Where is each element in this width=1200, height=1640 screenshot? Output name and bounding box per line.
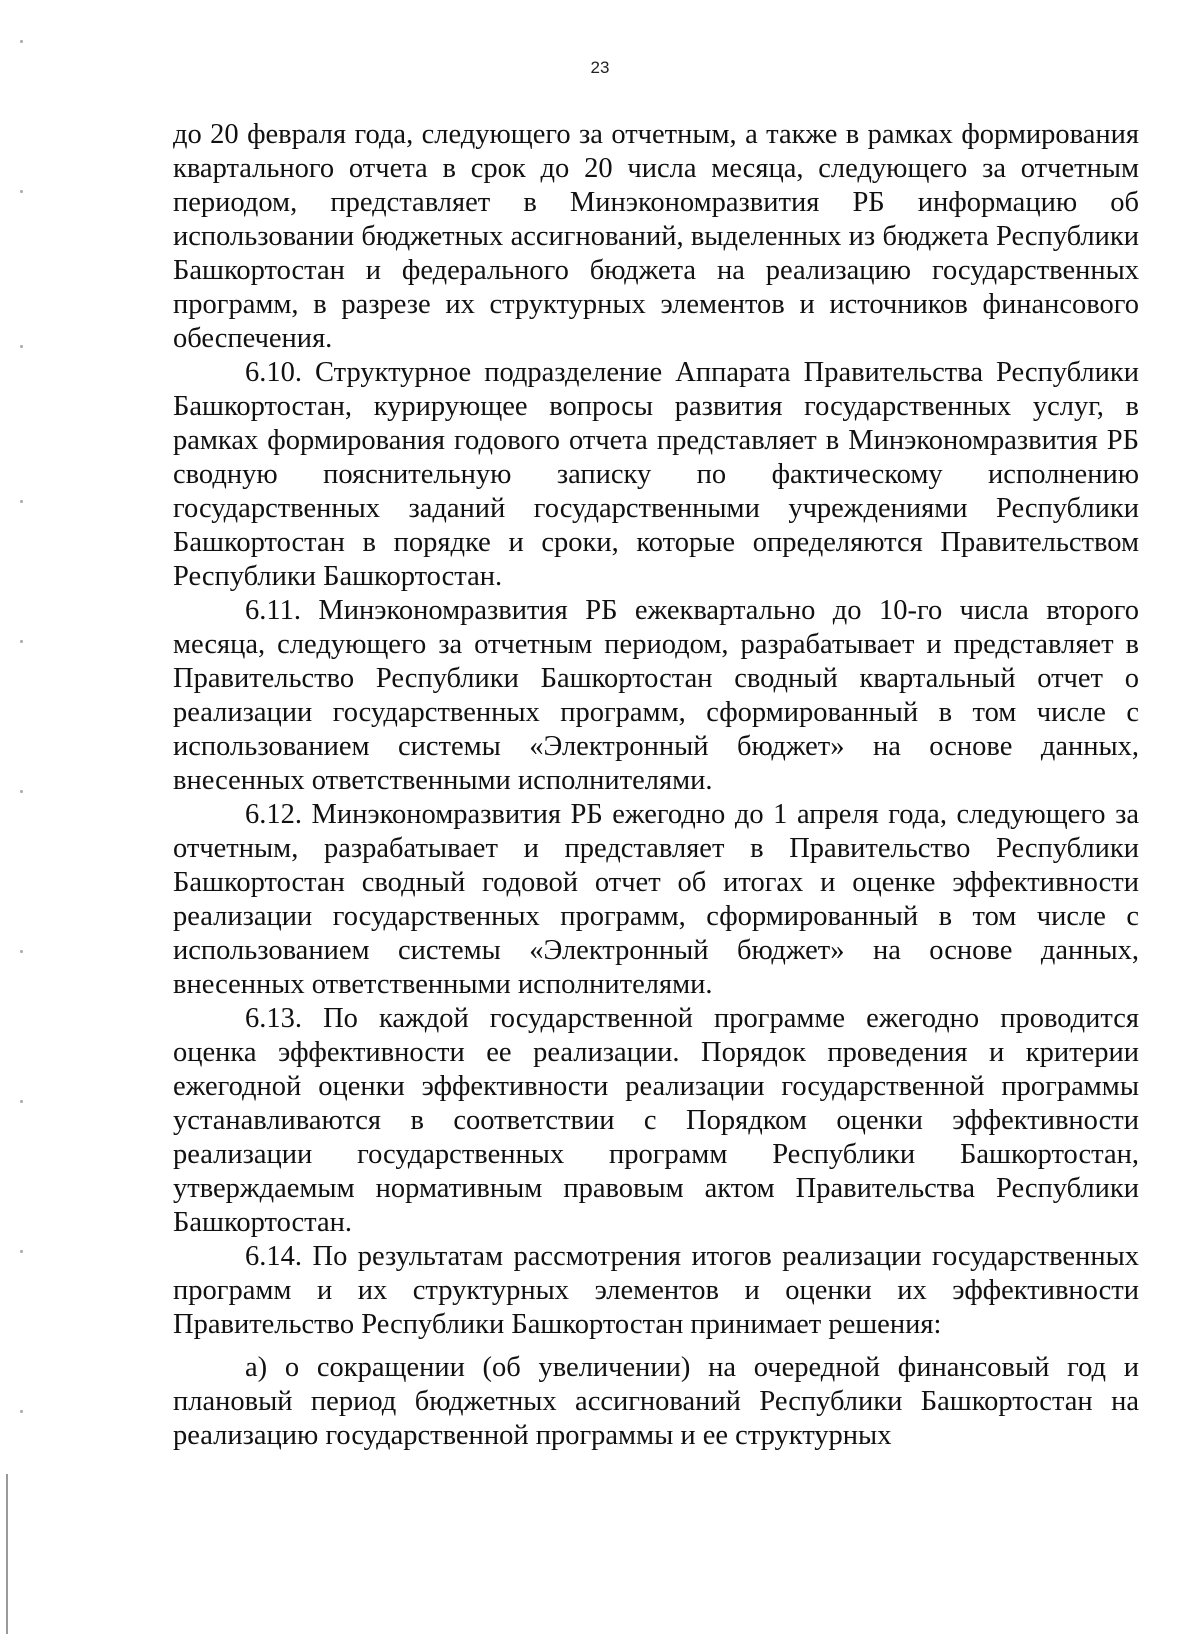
scan-mark	[20, 1100, 23, 1103]
paragraph-subitem-a: а) о сокращении (об увеличении) на очередной финансовый год и плановый период бюджетных ассигнований Республики Башкортостан на реализацию государственной программы и ее структурных	[173, 1352, 1139, 1451]
scan-mark	[20, 190, 23, 193]
paragraph-6-14: 6.14. По результатам рассмотрения итогов реализации государственных программ и их структурных элементов и оценки их эффективности Правительство Республики Башкортостан принимает решения:	[173, 1241, 1139, 1340]
scan-edge-line	[6, 1474, 8, 1634]
paragraph-6-13: 6.13. По каждой государственной программе ежегодно проводится оценка эффективности ее реализации. Порядок проведения и критерии ежегодной оценки эффективности реализации государственной программы устанавливаются в соответствии с Порядком оценки эффективности реализации государственных программ Республики Башкортостан, утверждаемым нормативным правовым актом Правительства Республики Башкортостан.	[173, 1003, 1139, 1238]
scan-mark	[20, 40, 23, 43]
paragraph-6-11: 6.11. Минэкономразвития РБ ежеквартально до 10-го числа второго месяца, следующего за отчетным периодом, разрабатывает и представляет в Правительство Республики Башкортостан сводный квартальный отчет о реализации государственных программ, сформированный в том числе с использованием системы «Электронный бюджет» на основе данных, внесенных ответственными исполнителями.	[173, 595, 1139, 796]
scan-mark	[20, 500, 23, 503]
page-number: 23	[590, 58, 610, 77]
paragraph-6-10: 6.10. Структурное подразделение Аппарата Правительства Республики Башкортостан, курирующее вопросы развития государственных услуг, в рамках формирования годового отчета представляет в Минэкономразвития РБ сводную пояснительную записку по фактическому исполнению государственных заданий государственными учреждениями Республики Башкортостан в порядке и сроки, которые определяются Правительством Республики Башкортостан.	[173, 357, 1139, 592]
scan-mark	[20, 1410, 23, 1413]
scan-mark	[20, 640, 23, 643]
scan-mark	[20, 345, 23, 348]
scan-mark	[20, 950, 23, 953]
scan-mark	[20, 1250, 23, 1253]
paragraph-continuation: до 20 февраля года, следующего за отчетным, а также в рамках формирования квартального отчета в срок до 20 числа месяца, следующего за отчетным периодом, представляет в Минэкономразвития РБ информацию об использовании бюджетных ассигнований, выделенных из бюджета Республики Башкортостан и федерального бюджета на реализацию государственных программ, в разрезе их структурных элементов и источников финансового обеспечения.	[173, 119, 1139, 354]
body-text	[173, 118, 1139, 1453]
scan-mark	[20, 790, 23, 793]
paragraph-6-12: 6.12. Минэкономразвития РБ ежегодно до 1 апреля года, следующего за отчетным, разрабатывает и представляет в Правительство Республики Башкортостан сводный годовой отчет об итогах и оценке эффективности реализации государственных программ, сформированный в том числе с использованием системы «Электронный бюджет» на основе данных, внесенных ответственными исполнителями.	[173, 799, 1139, 1000]
